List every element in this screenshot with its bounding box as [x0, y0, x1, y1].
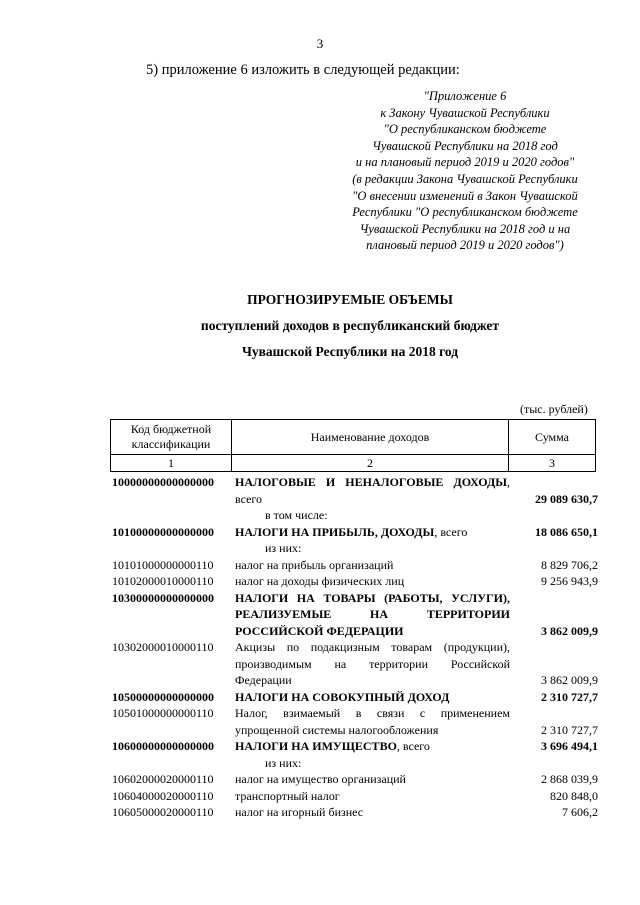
appendix-line: плановый период 2019 и 2020 годов")	[366, 238, 564, 253]
row-name: Акцизы по подакцизным товарам (продукции), производимым на территории Российской Федерации	[235, 640, 510, 687]
row-name: НАЛОГИ НА ИМУЩЕСТВО, всего из них:	[235, 739, 430, 770]
appendix-line: Чувашской Республики на 2018 год и на	[359, 221, 571, 236]
table-row	[110, 557, 598, 574]
row-name: НАЛОГОВЫЕ И НЕНАЛОГОВЫЕ ДОХОДЫ, всего в том числе:	[235, 475, 510, 522]
table-row	[110, 639, 598, 689]
row-sum: 820 848,0	[550, 788, 598, 803]
appendix-line: "Приложение 6	[423, 89, 507, 103]
header-code: Код бюджетной классификации	[111, 420, 232, 455]
appendix-line: Чувашской Республики на 2018 год	[372, 138, 558, 153]
row-code: 10500000000000000	[112, 689, 214, 704]
table-row	[110, 573, 598, 590]
row-sum: 2 310 727,7	[541, 722, 598, 737]
row-sum: 2 310 727,7	[541, 689, 598, 704]
table-row	[110, 524, 598, 557]
table-row	[110, 705, 598, 738]
row-name: налог на игорный бизнес	[235, 805, 364, 819]
row-name: транспортный налог	[235, 788, 340, 803]
table-row	[110, 689, 598, 706]
table-row	[110, 788, 598, 805]
row-code: 10302000010000110	[112, 640, 214, 654]
title-line-2: поступлений доходов в республиканский бюджет	[200, 318, 500, 333]
table-header	[110, 419, 596, 472]
row-code: 10604000020000110	[112, 788, 214, 803]
table-row	[110, 804, 598, 821]
row-name: Налог, взимаемый в связи с применением упрощенной системы налогообложения	[235, 706, 510, 737]
row-code: 10100000000000000	[112, 524, 214, 539]
row-name: НАЛОГИ НА СОВОКУПНЫЙ ДОХОД	[235, 689, 450, 704]
column-number: 1	[111, 455, 232, 472]
appendix-line: "О республиканском бюджете	[383, 122, 547, 137]
column-number: 2	[232, 455, 509, 472]
units-label: (тыс. рублей)	[520, 402, 588, 416]
header-name: Наименование доходов	[232, 420, 509, 455]
row-code: 10605000020000110	[112, 805, 214, 819]
header-sum: Сумма	[509, 420, 596, 455]
row-sum: 3 862 009,9	[541, 673, 598, 687]
row-sum: 2 868 039,9	[541, 772, 598, 786]
row-name: НАЛОГИ НА ПРИБЫЛЬ, ДОХОДЫ, всего из них:	[235, 524, 468, 555]
row-sum: 3 696 494,1	[541, 739, 598, 753]
row-name: налог на прибыль организаций	[235, 557, 394, 572]
row-sum: 18 086 650,1	[535, 524, 598, 539]
appendix-line: и на плановый период 2019 и 2020 годов"	[355, 155, 575, 170]
row-sum: 29 089 630,7	[535, 491, 598, 506]
income-table-body	[110, 474, 598, 821]
title-line-3: Чувашской Республики на 2018 год	[241, 344, 459, 359]
title-line-1: ПРОГНОЗИРУЕМЫЕ ОБЪЕМЫ	[247, 292, 453, 307]
row-code: 10000000000000000	[112, 475, 214, 489]
row-code: 10501000000000110	[112, 706, 214, 720]
appendix-line: (в редакции Закона Чувашской Республики	[352, 171, 578, 186]
row-sum: 8 829 706,2	[541, 557, 598, 572]
column-number: 3	[509, 455, 596, 472]
row-code: 10101000000000110	[112, 557, 214, 572]
row-code: 10600000000000000	[112, 739, 214, 753]
appendix-line: к Закону Чувашской Республики	[380, 105, 550, 120]
appendix-line: Республики "О республиканском бюджете	[352, 205, 578, 220]
row-code: 10102000010000110	[112, 574, 214, 588]
row-code: 10602000020000110	[112, 772, 214, 786]
row-code: 10300000000000000	[112, 590, 214, 605]
row-name: налог на имущество организаций	[235, 772, 406, 786]
page-number: 3	[316, 36, 324, 51]
document-title	[0, 292, 640, 360]
row-name: налог на доходы физических лиц	[235, 574, 405, 588]
table-row	[110, 771, 598, 788]
row-name: НАЛОГИ НА ТОВАРЫ (РАБОТЫ, УСЛУГИ), РЕАЛИЗУЕМЫЕ НА ТЕРРИТОРИИ РОССИЙСКОЙ ФЕДЕРАЦИИ	[235, 590, 510, 638]
table-row	[110, 590, 598, 640]
row-sum: 9 256 943,9	[541, 574, 598, 588]
row-sum: 3 862 009,9	[541, 623, 598, 638]
row-sum: 7 606,2	[562, 805, 598, 819]
table-row	[110, 738, 598, 771]
table-row	[110, 474, 598, 524]
appendix-reference	[300, 88, 630, 254]
intro-text: 5) приложение 6 изложить в следующей редакции:	[146, 62, 460, 78]
appendix-line: "О внесении изменений в Закон Чувашской	[352, 188, 578, 203]
